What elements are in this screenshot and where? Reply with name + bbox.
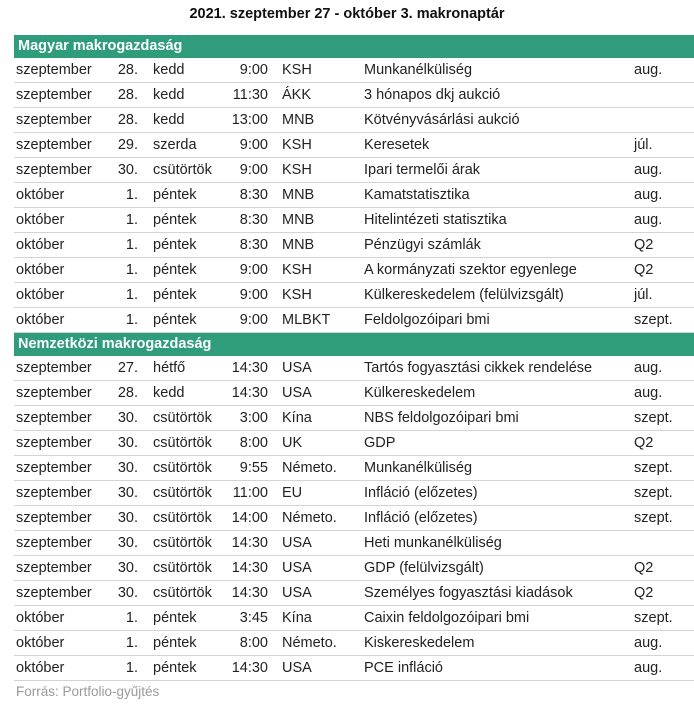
time-cell: 3:00 (239, 410, 268, 426)
time-cell: 13:00 (231, 112, 268, 128)
month-cell: október (16, 237, 65, 253)
source-cell: USA (282, 560, 312, 576)
table-row (14, 606, 694, 631)
weekday-cell: kedd (153, 62, 185, 78)
period-cell: Q2 (634, 237, 654, 253)
period-cell: aug. (634, 162, 663, 178)
table-row (14, 208, 694, 233)
source-cell: KSH (282, 262, 312, 278)
period-cell: aug. (634, 635, 663, 651)
event-cell: Kötvényvásárlási aukció (364, 112, 520, 128)
day-cell: 1. (125, 262, 138, 278)
month-cell: szeptember (16, 410, 92, 426)
event-cell: 3 hónapos dkj aukció (364, 87, 501, 103)
table-row (14, 58, 694, 83)
event-cell: Tartós fogyasztási cikkek rendelése (364, 360, 593, 376)
table-row (14, 431, 694, 456)
period-cell: aug. (634, 360, 663, 376)
source-cell: USA (282, 585, 312, 601)
source-cell: EU (282, 485, 303, 501)
event-cell: Munkanélküliség (364, 460, 473, 476)
period-cell: szept. (634, 485, 673, 501)
event-cell: NBS feldolgozóipari bmi (364, 410, 519, 426)
time-cell: 14:30 (231, 385, 268, 401)
source-cell: KSH (282, 287, 312, 303)
source-cell: USA (282, 360, 312, 376)
source-cell: UK (282, 435, 303, 451)
month-cell: szeptember (16, 485, 92, 501)
table-row (14, 531, 694, 556)
period-cell: Q2 (634, 435, 654, 451)
time-cell: 14:30 (231, 560, 268, 576)
source-cell: KSH (282, 162, 312, 178)
day-cell: 30. (117, 535, 138, 551)
section-header: Magyar makrogazdaság (14, 35, 694, 58)
event-cell: A kormányzati szektor egyenlege (364, 262, 577, 278)
weekday-cell: csütörtök (153, 460, 212, 476)
calendar-title: 2021. szeptember 27 - október 3. makronaptár (189, 6, 505, 22)
source-cell: KSH (282, 62, 312, 78)
day-cell: 30. (117, 585, 138, 601)
time-cell: 14:30 (231, 535, 268, 551)
weekday-cell: szerda (153, 137, 197, 153)
day-cell: 1. (125, 660, 138, 676)
day-cell: 1. (125, 610, 138, 626)
event-cell: Külkereskedelem (364, 385, 476, 401)
weekday-cell: péntek (153, 660, 197, 676)
weekday-cell: péntek (153, 262, 197, 278)
period-cell: szept. (634, 312, 673, 328)
event-cell: GDP (felülvizsgált) (364, 560, 484, 576)
event-cell: Heti munkanélküliség (364, 535, 502, 551)
event-cell: Infláció (előzetes) (364, 485, 478, 501)
day-cell: 30. (117, 460, 138, 476)
weekday-cell: csütörtök (153, 485, 212, 501)
day-cell: 30. (117, 485, 138, 501)
period-cell: júl. (634, 137, 653, 153)
period-cell: aug. (634, 385, 663, 401)
source-cell: MNB (282, 187, 315, 203)
time-cell: 9:00 (239, 137, 268, 153)
time-cell: 9:00 (239, 287, 268, 303)
event-cell: Külkereskedelem (felülvizsgált) (364, 287, 564, 303)
day-cell: 28. (117, 87, 138, 103)
section-header: Nemzetközi makrogazdaság (14, 333, 694, 356)
table-row (14, 283, 694, 308)
month-cell: szeptember (16, 585, 92, 601)
period-cell: aug. (634, 660, 663, 676)
weekday-cell: péntek (153, 287, 197, 303)
table-row (14, 308, 694, 333)
event-cell: PCE infláció (364, 660, 443, 676)
period-cell: szept. (634, 510, 673, 526)
month-cell: október (16, 660, 65, 676)
table-row (14, 406, 694, 431)
time-cell: 11:00 (232, 485, 268, 501)
weekday-cell: péntek (153, 212, 197, 228)
day-cell: 27. (117, 360, 138, 376)
day-cell: 28. (117, 112, 138, 128)
table-row (14, 158, 694, 183)
time-cell: 8:30 (239, 187, 268, 203)
event-cell: Caixin feldolgozóipari bmi (364, 610, 530, 626)
source-cell: MLBKT (282, 312, 331, 328)
time-cell: 8:00 (239, 435, 268, 451)
month-cell: október (16, 312, 65, 328)
period-cell: aug. (634, 212, 663, 228)
month-cell: október (16, 287, 65, 303)
month-cell: október (16, 262, 65, 278)
time-cell: 8:30 (239, 212, 268, 228)
weekday-cell: péntek (153, 187, 197, 203)
month-cell: szeptember (16, 535, 92, 551)
day-cell: 29. (117, 137, 138, 153)
time-cell: 9:00 (239, 62, 268, 78)
weekday-cell: péntek (153, 312, 197, 328)
month-cell: szeptember (16, 137, 92, 153)
month-cell: október (16, 212, 65, 228)
event-cell: Kiskereskedelem (364, 635, 475, 651)
table-row (14, 556, 694, 581)
table-row (14, 656, 694, 681)
source-cell: USA (282, 535, 312, 551)
source-cell: Kína (282, 610, 312, 626)
source-cell: USA (282, 660, 312, 676)
day-cell: 28. (117, 62, 138, 78)
weekday-cell: kedd (153, 87, 185, 103)
month-cell: szeptember (16, 560, 92, 576)
time-cell: 8:00 (239, 635, 268, 651)
event-cell: Személyes fogyasztási kiadások (364, 585, 573, 601)
source-cell: MNB (282, 237, 315, 253)
month-cell: szeptember (16, 510, 92, 526)
month-cell: október (16, 187, 65, 203)
time-cell: 14:30 (231, 360, 268, 376)
day-cell: 1. (125, 212, 138, 228)
period-cell: szept. (634, 410, 673, 426)
day-cell: 1. (125, 287, 138, 303)
time-cell: 14:30 (231, 585, 268, 601)
day-cell: 28. (117, 385, 138, 401)
time-cell: 9:00 (239, 262, 268, 278)
time-cell: 9:00 (239, 312, 268, 328)
day-cell: 30. (117, 510, 138, 526)
weekday-cell: péntek (153, 237, 197, 253)
table-row (14, 481, 694, 506)
period-cell: aug. (634, 187, 663, 203)
source-cell: KSH (282, 137, 312, 153)
month-cell: szeptember (16, 385, 92, 401)
event-cell: Ipari termelői árak (364, 162, 481, 178)
month-cell: szeptember (16, 87, 92, 103)
table-row (14, 356, 694, 381)
source-note: Forrás: Portfolio-gyűjtés (16, 684, 160, 699)
event-cell: Hitelintézeti statisztika (364, 212, 507, 228)
day-cell: 30. (117, 435, 138, 451)
weekday-cell: csütörtök (153, 560, 212, 576)
table-row (14, 258, 694, 283)
table-row (14, 581, 694, 606)
time-cell: 3:45 (239, 610, 268, 626)
month-cell: október (16, 610, 65, 626)
month-cell: szeptember (16, 460, 92, 476)
day-cell: 1. (125, 237, 138, 253)
period-cell: aug. (634, 62, 663, 78)
weekday-cell: csütörtök (153, 435, 212, 451)
time-cell: 14:30 (231, 660, 268, 676)
event-cell: Feldolgozóipari bmi (364, 312, 490, 328)
period-cell: Q2 (634, 560, 654, 576)
day-cell: 30. (117, 560, 138, 576)
time-cell: 8:30 (239, 237, 268, 253)
event-cell: Munkanélküliség (364, 62, 473, 78)
weekday-cell: csütörtök (153, 162, 212, 178)
weekday-cell: csütörtök (153, 410, 212, 426)
table-row (14, 631, 694, 656)
month-cell: szeptember (16, 360, 92, 376)
source-cell: ÁKK (282, 87, 312, 103)
event-cell: Infláció (előzetes) (364, 510, 478, 526)
weekday-cell: péntek (153, 635, 197, 651)
time-cell: 9:00 (239, 162, 268, 178)
table-row (14, 381, 694, 406)
table-row (14, 108, 694, 133)
source-cell: MNB (282, 212, 315, 228)
source-cell: USA (282, 385, 312, 401)
time-cell: 11:30 (232, 87, 268, 103)
table-row (14, 456, 694, 481)
weekday-cell: kedd (153, 385, 185, 401)
month-cell: szeptember (16, 112, 92, 128)
weekday-cell: péntek (153, 610, 197, 626)
period-cell: szept. (634, 460, 673, 476)
source-cell: MNB (282, 112, 315, 128)
source-cell: Kína (282, 410, 312, 426)
month-cell: szeptember (16, 162, 92, 178)
event-cell: Kamatstatisztika (364, 187, 470, 203)
source-cell: Németo. (282, 510, 337, 526)
weekday-cell: kedd (153, 112, 185, 128)
period-cell: Q2 (634, 585, 654, 601)
time-cell: 9:55 (239, 460, 268, 476)
table-row (14, 133, 694, 158)
source-cell: Németo. (282, 460, 337, 476)
month-cell: október (16, 635, 65, 651)
weekday-cell: csütörtök (153, 585, 212, 601)
table-row (14, 83, 694, 108)
table-row (14, 506, 694, 531)
period-cell: szept. (634, 610, 673, 626)
weekday-cell: csütörtök (153, 510, 212, 526)
day-cell: 30. (117, 410, 138, 426)
source-cell: Németo. (282, 635, 337, 651)
event-cell: GDP (364, 435, 396, 451)
period-cell: júl. (634, 287, 653, 303)
event-cell: Keresetek (364, 137, 430, 153)
period-cell: Q2 (634, 262, 654, 278)
day-cell: 1. (125, 635, 138, 651)
event-cell: Pénzügyi számlák (364, 237, 481, 253)
calendar-table (14, 35, 694, 681)
month-cell: szeptember (16, 62, 92, 78)
time-cell: 14:00 (231, 510, 268, 526)
table-row (14, 233, 694, 258)
table-row (14, 183, 694, 208)
weekday-cell: csütörtök (153, 535, 212, 551)
weekday-cell: hétfő (153, 360, 186, 376)
day-cell: 1. (125, 187, 138, 203)
day-cell: 30. (117, 162, 138, 178)
day-cell: 1. (125, 312, 138, 328)
month-cell: szeptember (16, 435, 92, 451)
